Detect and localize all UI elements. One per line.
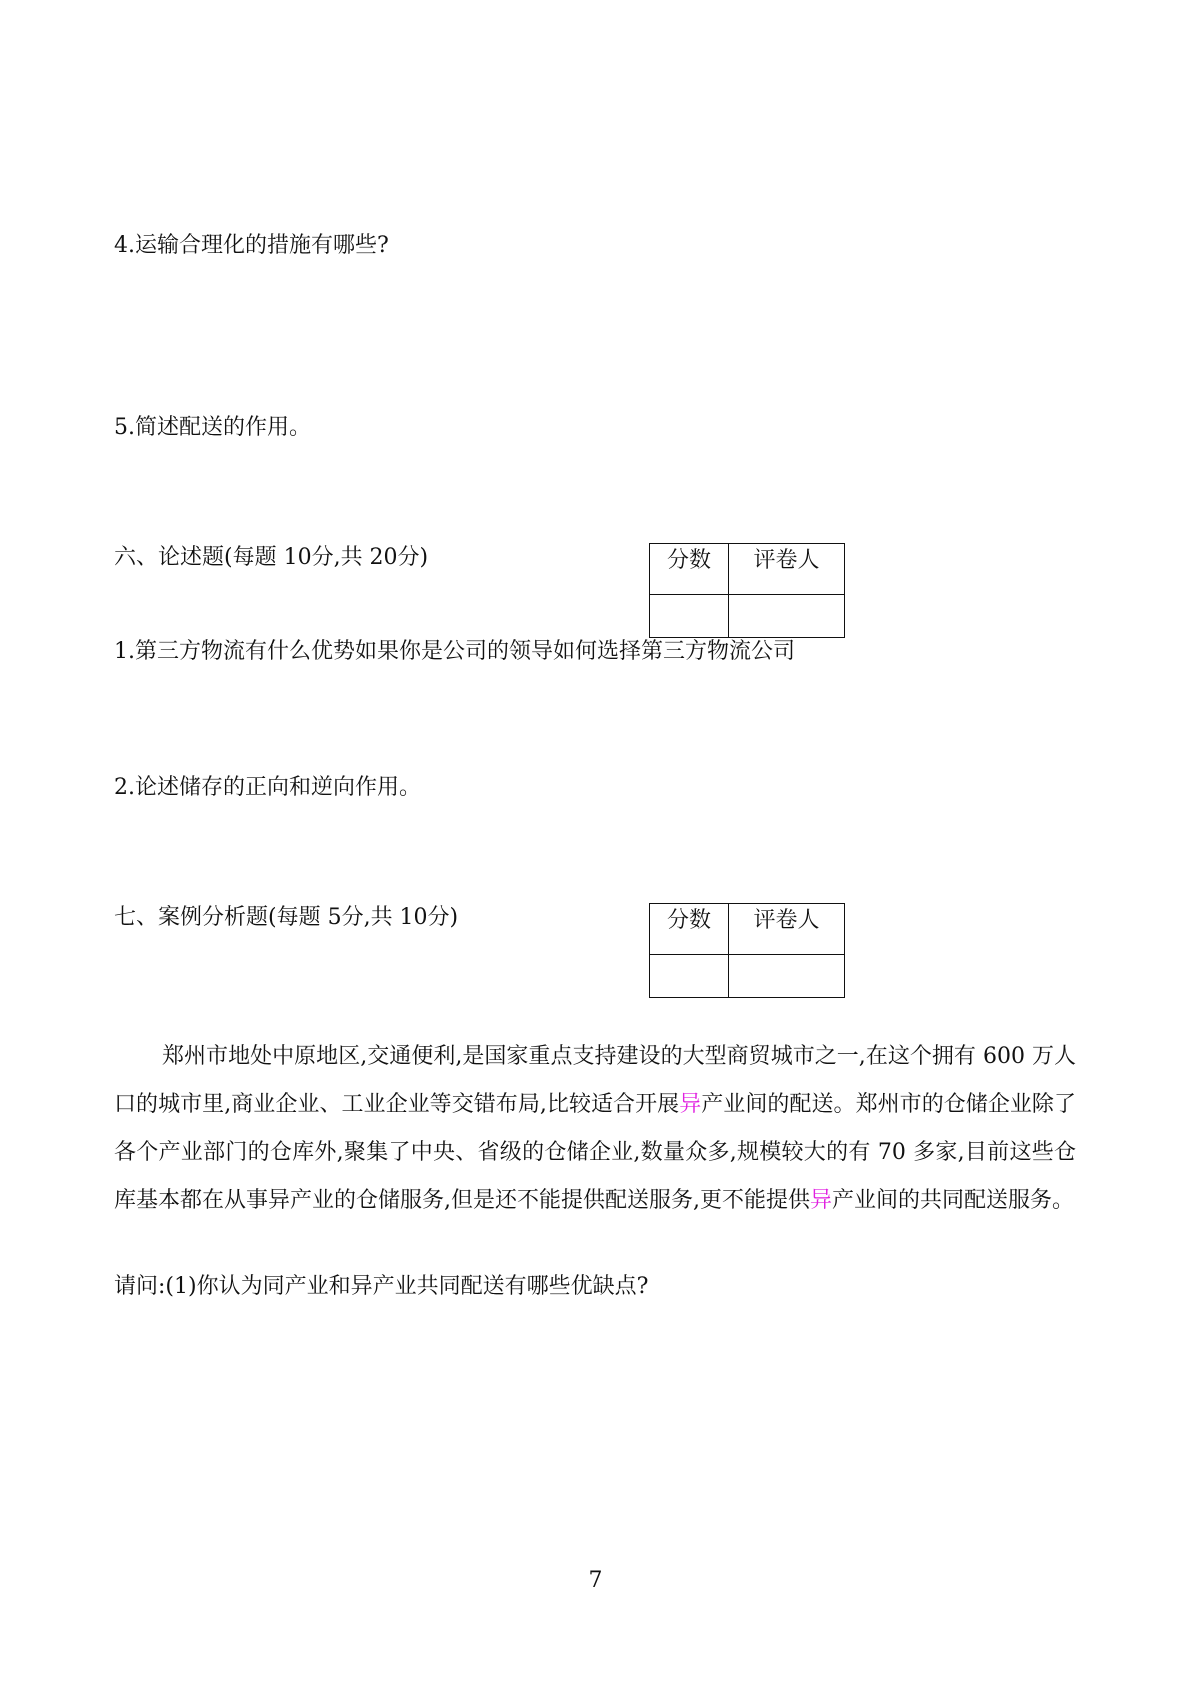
case-text-part-1: 郑州市地处中原地区,交通便利,是国家重点支持建设的大型商贸城市之一,在这个拥有 600 万人口的城市里,商业企业、工业企业等交错布局,比较适合开展 [114, 1044, 1076, 1117]
grader-header: 评卷人 [729, 544, 845, 595]
case-paragraph [114, 1033, 1076, 1225]
section-7-heading: 七、案例分析题(每题 5分,共 10分) [114, 905, 459, 930]
case-highlight-1: 异 [679, 1092, 702, 1117]
question-4: 4.运输合理化的措施有哪些? [114, 233, 389, 258]
question-5: 5.简述配送的作用。 [114, 415, 311, 440]
grader-cell[interactable] [729, 955, 845, 998]
grader-header: 评卷人 [729, 904, 845, 955]
section-6-score-table [649, 543, 845, 638]
case-question: 请问:(1)你认为同产业和异产业共同配送有哪些优缺点? [114, 1274, 649, 1299]
score-header: 分数 [650, 544, 729, 595]
case-text-part-2: 产业间的配送。郑州市的仓储企业除了各个产业部门的仓库外,聚集了中央、省级的仓储企业,数量众多,规模较大的有 70 多家,目前这些仓库基本都在从事异产业的仓储服务,但是还不能提供配送服务,更不能提供 [114, 1092, 1076, 1213]
page-number: 7 [588, 1568, 603, 1593]
case-text-part-3: 产业间的共同配送服务。 [832, 1188, 1075, 1213]
score-cell[interactable] [650, 955, 729, 998]
section-6-heading: 六、论述题(每题 10分,共 20分) [114, 545, 429, 570]
section-7-score-table [649, 903, 845, 998]
grader-cell[interactable] [729, 595, 845, 638]
score-header: 分数 [650, 904, 729, 955]
section-6-question-2: 2.论述储存的正向和逆向作用。 [114, 775, 421, 800]
score-cell[interactable] [650, 595, 729, 638]
case-highlight-2: 异 [810, 1188, 833, 1213]
section-6-question-1: 1.第三方物流有什么优势如果你是公司的领导如何选择第三方物流公司 [114, 639, 795, 664]
